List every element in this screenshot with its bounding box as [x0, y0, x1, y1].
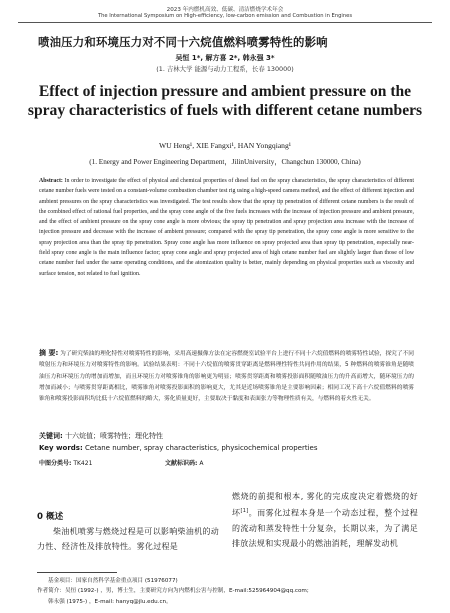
classification-value: TK421 — [73, 460, 93, 467]
abstract-zh — [39, 348, 414, 405]
abstract-en-label: Abstract: — [39, 178, 63, 184]
authors-zh: 吴恒 1*, 解方喜 2*, 韩永强 3* — [175, 54, 275, 62]
keywords-zh-label: 关键词: — [39, 432, 63, 440]
citation-ref: [1] — [240, 508, 249, 514]
keywords-en2-text: Cetane number, spray characteristics, physicochemical properties — [85, 444, 318, 452]
classification-label: 中图分类号: — [39, 460, 72, 467]
affiliation-en: (1. Energy and Power Engineering Department，JilinUniversity，Changchun 130000, China) — [89, 158, 361, 166]
abstract-en-text: In order to investigate the effect of physical and chemical properties of diesel fuel on the spray characteristics, the spray characteristics of different cetane number fuels were tested on a constant-volume combustion chamber test rig using a high-speed camera method, and the effect of different injection and ambient pressures on the spray characteristics was investigated. The test results show that the spray tip penetration of different cetane numbers is the result of the combined effect of rational fuel properties, and the spray cone angle of the five fuels increases with the increase of injection pressure and ambient pressure, and the effect of ambient pressure on the spray cone angle is more obvious; the spray tip penetration and spray projection area increase with the increase of injection pressure and decrease with the increase of ambient pressure; compared with the spray tip penetration, the spray cone angle is more sensitive to the spray projection area than the spray tip penetration. Spray cone angle has more influence on spray projected area than spray tip penetration, especially near-field spray cone angle is the main influence factor; spray cone angle and spray projected area of high cetane number fuel are slightly larger than those of low cetane number fuel under the same operating conditions, and the atomization quality is better, mainly depending on physical properties such as viscosity and surface tension, not related to fuel ignition. — [39, 178, 414, 277]
affiliation-zh: (1. 吉林大学 能源与动力工程系，长春 130000) — [156, 65, 294, 73]
footnote-contact: 韩永强 (1975-) ，E-mail: hanyq@jlu.edu.cn。 — [48, 599, 172, 605]
authors-en: WU Heng¹, XIE Fangxi¹, HAN Yongqiang¹ — [158, 141, 292, 150]
section-heading-overview: 0 概述 — [37, 512, 64, 522]
title-en: Effect of injection pressure and ambient pressure on the spray characteristics of fuels with different cetane numbers — [27, 83, 423, 119]
abstract-zh-text: 为了研究柴油的理化特性对喷雾特性的影响，采用高速摄像方法在定容燃烧室试验平台上进行不同十六烷值燃料的喷雾特性试验，探究了不同喷射压力和环境压力对喷雾特性的影响。试验结果表明：不同十六烷值的喷雾贯穿距离是燃料理性特性共同作用的结果，5 种燃料的喷雾锥角是随喷油压力和环境压力的增加而增加，而且环境压力对喷雾锥角的影响更为明显；喷雾贯穿距离和喷雾投影面积随喷油压力的升高而增大，随环境压力的增加而减小；与喷雾贯穿距离相比，喷雾锥角对喷雾投影面积的影响更大，尤其是近场喷雾锥角是主要影响因素；相同工况下高十六烷值燃料的喷雾锥角和喷雾投影面积均比低十六烷值燃料的略大，雾化质量更好，主要取决于黏度和表面张力等物理性质有关，与燃料的着火性无关。 — [39, 351, 414, 403]
document-code-value: A — [199, 460, 204, 467]
running-header-zh: 2023 年内燃机高效、低碳、清洁燃烧学术年会 — [166, 7, 284, 13]
keywords-zh — [39, 431, 163, 441]
abstract-zh-label: 摘 要: — [39, 349, 59, 357]
document-code — [165, 458, 203, 467]
running-header-en: The International Symposium on High-efficiency, low-carbon emission and Combustion in Engines — [97, 13, 353, 19]
title-zh: 喷油压力和环境压力对不同十六烷值燃料喷雾特性的影响 — [38, 35, 328, 49]
footnote-author: 作者简介：吴恒 (1992-) ，男，博士生，主要研究方向为内燃机公害与控制，E-mail:525964904@qq.com; — [37, 588, 309, 594]
body-right-text-b: 。而雾化过程本身是一个动态过程，整个过程的流动和蒸发特性十分复杂，长期以来，为了满足排放法规和实现最小的燃油消耗，理解发动机 — [232, 508, 418, 548]
body-right-text-a: 燃烧的前提和根本, 雾化的完成度决定着燃烧的好坏 — [232, 492, 418, 518]
classification-number — [39, 458, 92, 467]
document-code-label: 文献标识码: — [165, 460, 198, 467]
keywords-zh-text: 十六烷值；喷雾特性；理化特性 — [65, 432, 164, 440]
body-column-right — [232, 489, 418, 551]
abstract-en — [39, 176, 414, 279]
header-divider — [18, 22, 432, 23]
body-column-left: 柴油机喷雾与燃烧过程是可以影响柴油机的动力性、经济性及排放特性。雾化过程是 — [37, 527, 219, 551]
keywords-en — [39, 444, 317, 452]
keywords-en2-label: Key words: — [39, 444, 83, 452]
footnote-fund: 基金项目：国家自然科学基金重点项目 (51976077) — [48, 578, 178, 584]
footnote-divider — [37, 572, 117, 573]
